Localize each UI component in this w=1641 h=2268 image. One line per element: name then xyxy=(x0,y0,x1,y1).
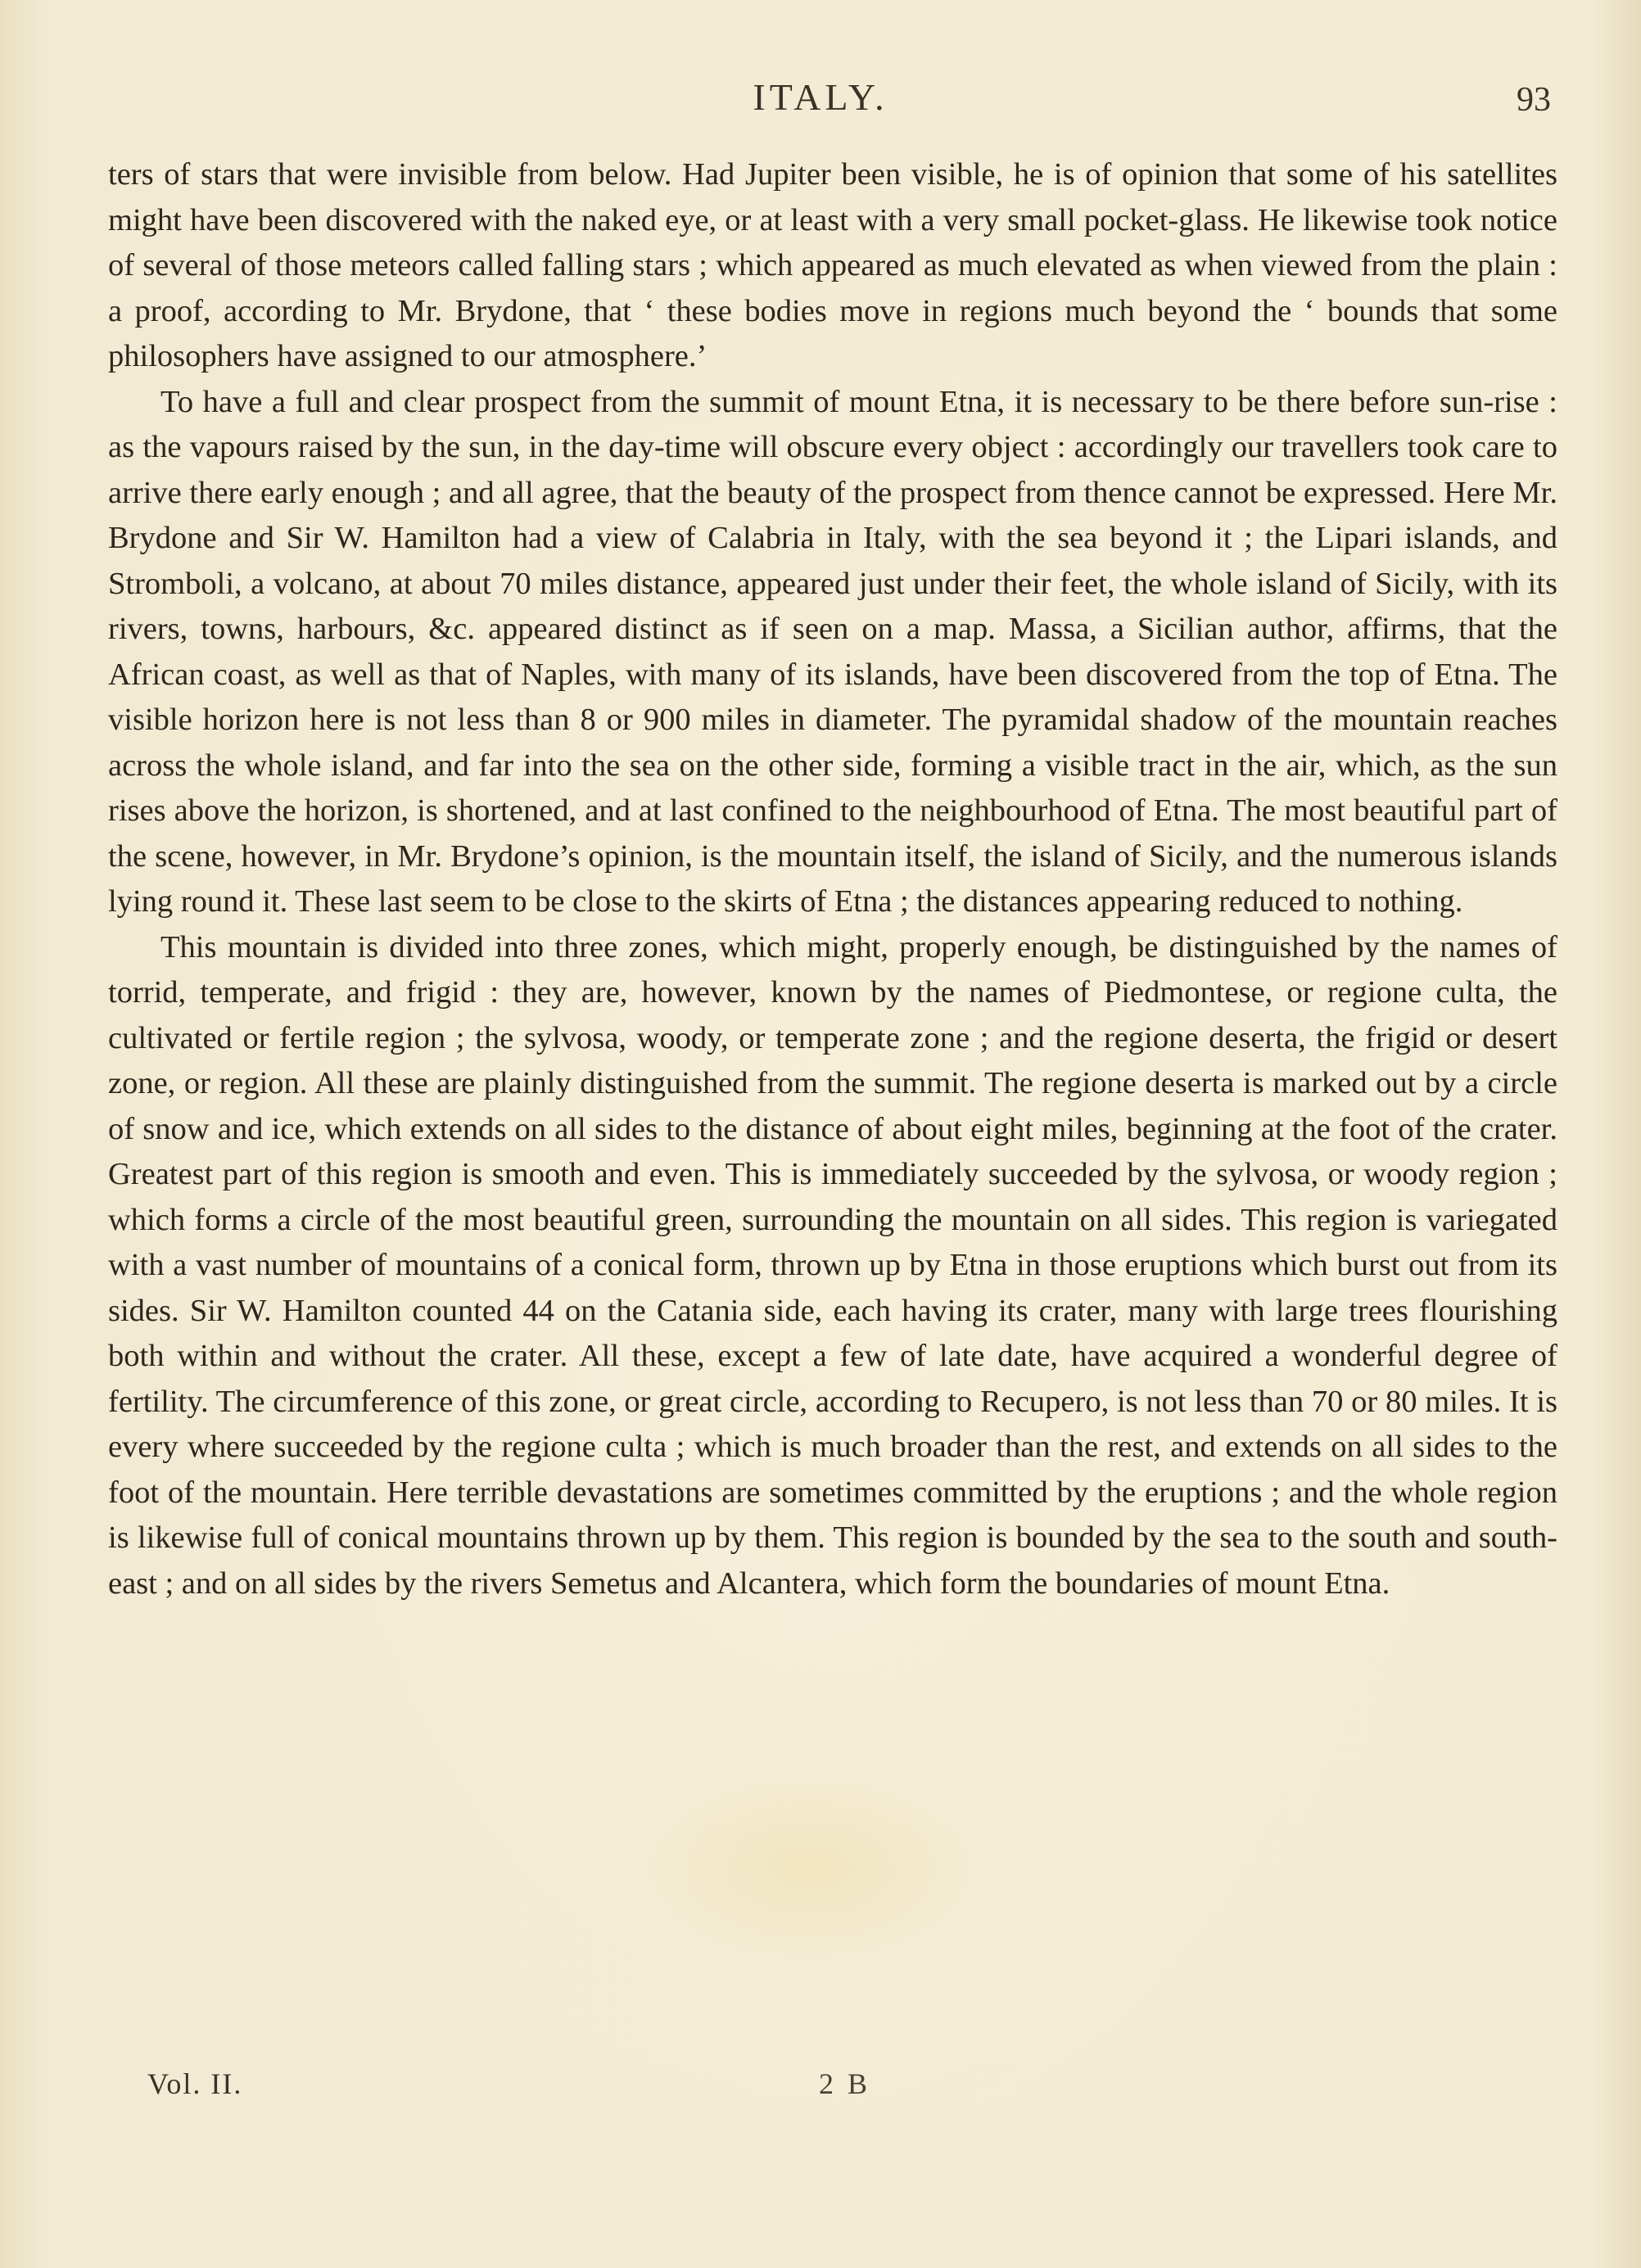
paragraph-etna-zones: This mountain is divided into three zones, which might, properly enough, be distinguished by the names of torrid, temperate, and frigid : they are, however, known by the names of Piedmontese, or regione culta, the cultivated or fertile region ; the sylvosa, woody, or temperate zone ; and the regione deserta, the frigid or desert zone, or region. All these are plainly distinguished from the summit. The regione deserta is marked out by a circle of snow and ice, which extends on all sides to the distance of about eight miles, beginning at the foot of the crater. Greatest part of this region is smooth and even. This is immediately succeeded by the sylvosa, or woody region ; which forms a circle of the most beautiful green, surrounding the mountain on all sides. This region is variegated with a vast number of mountains of a conical form, thrown up by Etna in those eruptions which burst out from its sides. Sir W. Hamilton counted 44 on the Catania side, each having its crater, many with large trees flourishing both within and without the crater. All these, except a few of late date, have acquired a wonderful degree of fertility. The circumference of this zone, or great circle, according to Recupero, is not less than 70 or 80 miles. It is every where succeeded by the regione culta ; which is much broader than the rest, and extends on all sides to the foot of the mountain. Here terrible devastations are sometimes committed by the eruptions ; and the whole region is likewise full of conical mountains thrown up by them. This region is bounded by the sea to the south and south-east ; and on all sides by the rivers Semetus and Alcantera, which form the boundaries of mount Etna. xyxy=(108,929,1557,1601)
page-title: ITALY. xyxy=(753,76,888,118)
paragraph-continued: ters of stars that were invisible from below. Had Jupiter been visible, he is of opinion that some of his satellites might have been discovered with the naked eye, or at least with a very small pocket-glass. He likewise took notice of several of those meteors called falling stars ; which appeared as much elevated as when viewed from the plain : a proof, according to Mr. Brydone, that ‘ these bodies move in regions much beyond the ‘ bounds that some philosophers have assigned to our atmosphere.’ xyxy=(108,157,1557,373)
body-text xyxy=(108,152,1557,1606)
page-number: 93 xyxy=(1517,81,1551,119)
paragraph-etna-prospect: To have a full and clear prospect from the summit of mount Etna, it is necessary to be there before sun-rise : as the vapours raised by the sun, in the day-time will obscure every object : accordingly our travellers took care to arrive there early enough ; and all agree, that the beauty of the prospect from thence cannot be expressed. Here Mr. Brydone and Sir W. Hamilton had a view of Calabria in Italy, with the sea beyond it ; the Lipari islands, and Stromboli, a volcano, at about 70 miles distance, appeared just under their feet, the whole island of Sicily, with its rivers, towns, harbours, &c. appeared distinct as if seen on a map. Massa, a Sicilian author, affirms, that the African coast, as well as that of Naples, with many of its islands, have been discovered from the top of Etna. The visible horizon here is not less than 8 or 900 miles in diameter. The pyramidal shadow of the mountain reaches across the whole island, and far into the sea on the other side, forming a visible tract in the air, which, as the sun rises above the horizon, is shortened, and at last confined to the neighbourhood of Etna. The most beautiful part of the scene, however, in Mr. Brydone’s opinion, is the mountain itself, the island of Sicily, and the numerous islands lying round it. These last seem to be close to the skirts of Etna ; the distances appearing reduced to nothing. xyxy=(108,384,1557,919)
volume-label: Vol. II. xyxy=(147,2067,243,2100)
running-header xyxy=(0,75,1641,124)
signature-mark: 2 B xyxy=(819,2067,871,2100)
page-footer xyxy=(147,2067,1539,2116)
paper-stain xyxy=(622,1760,999,1973)
